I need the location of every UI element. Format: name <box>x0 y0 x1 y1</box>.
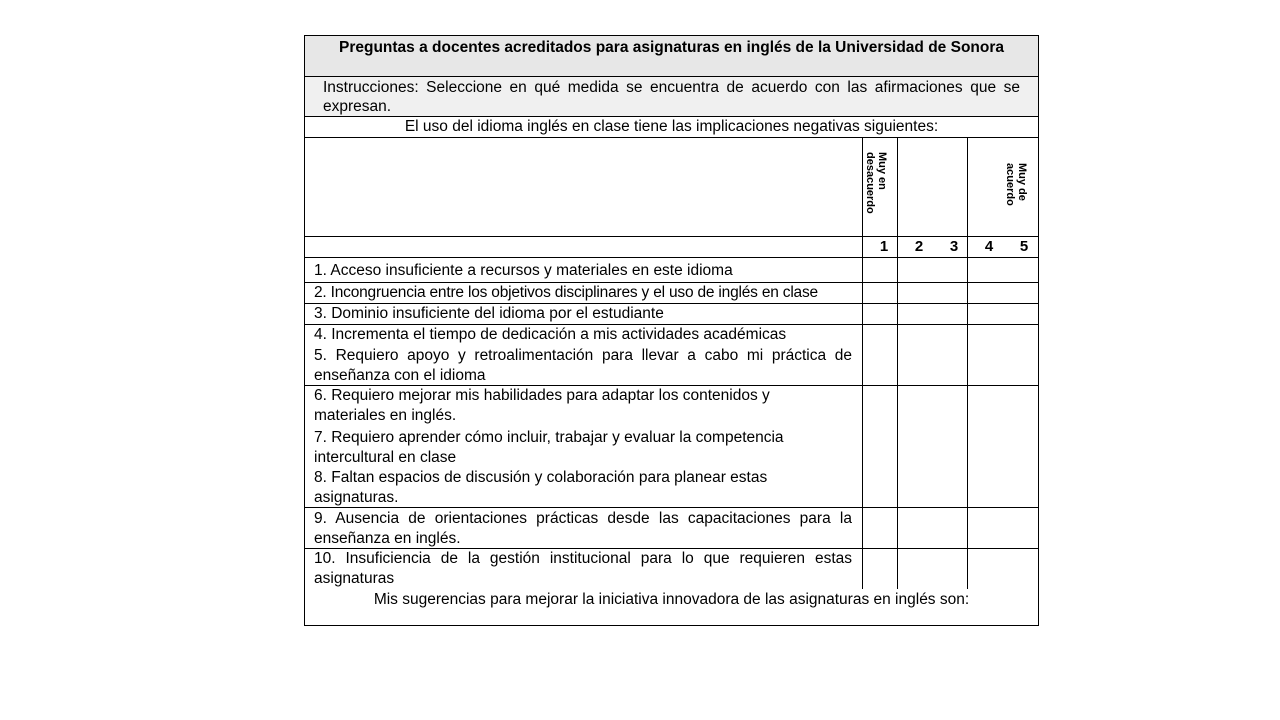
row-divider <box>304 507 1039 508</box>
row-divider <box>304 236 1039 237</box>
form-title: Preguntas a docentes acreditados para asignaturas en inglés de la Universidad de Sonora <box>305 36 1038 76</box>
item-7: 7. Requiero aprender cómo incluir, trabajar y evaluar la competencia intercultural en clase <box>314 429 784 466</box>
row-divider <box>304 116 1039 117</box>
scale-value-2: 2 <box>914 238 924 255</box>
row-divider <box>304 257 1039 258</box>
item-2: 2. Incongruencia entre los objetivos disciplinares y el uso de inglés en clase <box>314 284 818 301</box>
item-8: 8. Faltan espacios de discusión y colaboración para planear estas asignaturas. <box>314 469 768 506</box>
row-divider <box>304 548 1039 549</box>
scale-value-1: 1 <box>879 238 889 255</box>
item-10: 10. Insuficiencia de la gestión institucional para lo que requieren estas asignaturas <box>314 550 852 587</box>
table-border-bottom <box>304 625 1039 626</box>
scale-value-5: 5 <box>1019 238 1029 255</box>
column-divider <box>862 137 863 589</box>
row-divider <box>304 282 1039 283</box>
table-border-right <box>1038 35 1039 626</box>
column-divider <box>967 137 968 589</box>
table-border-left <box>304 35 305 626</box>
item-3: 3. Dominio insuficiente del idioma por el estudiante <box>314 305 664 322</box>
instructions: Instrucciones: Seleccione en qué medida se encuentra de acuerdo con las afirmaciones que se expresan. <box>305 77 1038 116</box>
scale-value-4: 4 <box>984 238 994 255</box>
scale-low-label: Muy en desacuerdo <box>864 152 888 214</box>
suggestions-prompt: Mis sugerencias para mejorar la iniciativa innovadora de las asignaturas en inglés son: <box>373 591 970 608</box>
item-5: 5. Requiero apoyo y retroalimentación para llevar a cabo mi práctica de enseñanza con el idioma <box>314 347 852 384</box>
scale-value-3: 3 <box>949 238 959 255</box>
row-divider <box>304 137 1039 138</box>
item-6: 6. Requiero mejorar mis habilidades para adaptar los contenidos y materiales en inglés. <box>314 387 770 424</box>
table-border-top <box>304 35 1039 36</box>
row-divider <box>304 76 1039 77</box>
item-9: 9. Ausencia de orientaciones prácticas desde las capacitaciones para la enseñanza en inglés. <box>314 510 852 547</box>
column-divider <box>897 137 898 589</box>
item-4: 4. Incrementa el tiempo de dedicación a mis actividades académicas <box>314 326 787 343</box>
scale-high-label: Muy de acuerdo <box>1004 163 1028 206</box>
row-divider <box>304 324 1039 325</box>
row-divider <box>304 385 1039 386</box>
lead-in-text: El uso del idioma inglés en clase tiene las implicaciones negativas siguientes: <box>404 118 939 135</box>
item-1: 1. Acceso insuficiente a recursos y materiales en este idioma <box>314 262 733 279</box>
row-divider <box>304 303 1039 304</box>
